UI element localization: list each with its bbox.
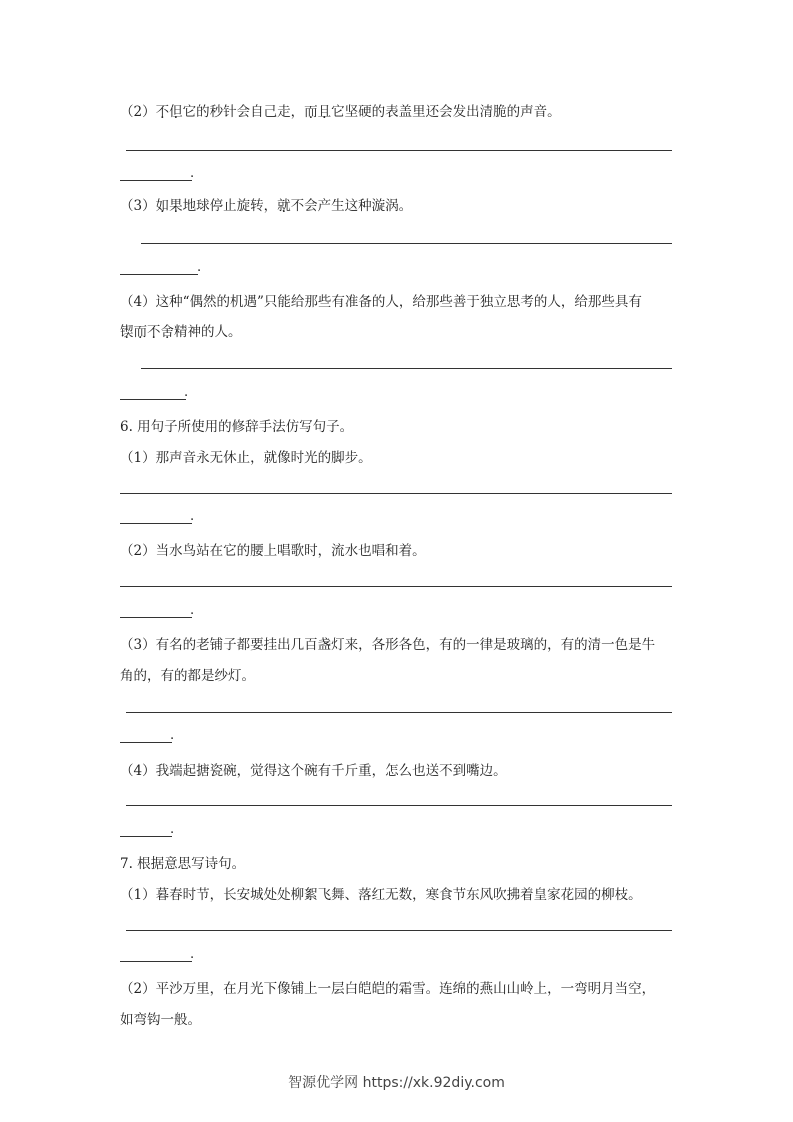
answer-line[interactable]: [126, 712, 672, 713]
answer-line-end[interactable]: [120, 617, 192, 618]
q7-sentence-2-line2: 如弯钩一般。: [120, 1012, 201, 1028]
period: .: [197, 260, 202, 275]
q7-sentence-1: （1）暮春时节，长安城处处柳絮飞舞、落红无数，寒食节东风吹拂着皇家花园的柳枝。: [120, 887, 642, 903]
answer-line-end[interactable]: [120, 523, 192, 524]
sentence-3: （3）如果地球停止旋转，就不会产生这种漩涡。: [120, 198, 413, 214]
sentence-4-line2: 锲而不舍精神的人。: [120, 324, 242, 340]
answer-line[interactable]: [141, 243, 672, 244]
period: .: [170, 822, 175, 837]
sentence-4-line1: （4）这种“偶然的机遇”只能给那些有准备的人，给那些善于独立思考的人，给那些具有: [120, 294, 642, 310]
answer-line[interactable]: [126, 805, 672, 806]
question-7-heading: 7. 根据意思写诗句。: [120, 856, 246, 872]
footer-watermark: 智源优学网 https://xk.92diy.com: [288, 1075, 505, 1091]
answer-line[interactable]: [141, 368, 672, 369]
answer-line-end[interactable]: [120, 836, 172, 837]
period: .: [190, 166, 195, 181]
answer-line[interactable]: [126, 930, 672, 931]
answer-line-end[interactable]: [120, 399, 186, 400]
answer-line[interactable]: [120, 493, 672, 494]
q6-sentence-2: （2）当水鸟站在它的腰上唱歌时，流水也唱和着。: [120, 543, 426, 559]
period: .: [170, 728, 175, 743]
answer-line[interactable]: [126, 150, 672, 151]
q6-sentence-3-line1: （3）有名的老铺子都要挂出几百盏灯来，各形各色，有的一律是玻璃的，有的清一色是牛: [120, 637, 656, 653]
q7-sentence-2-line1: （2）平沙万里，在月光下像铺上一层白皑皑的霜雪。连绵的燕山山岭上，一弯明月当空，: [120, 981, 656, 997]
answer-line[interactable]: [120, 586, 672, 587]
answer-line-end[interactable]: [120, 961, 192, 962]
period: .: [190, 509, 195, 524]
q6-sentence-1: （1）那声音永无休止，就像时光的脚步。: [120, 450, 372, 466]
answer-line-end[interactable]: [120, 180, 192, 181]
answer-line-end[interactable]: [120, 274, 198, 275]
period: .: [190, 947, 195, 962]
period: .: [184, 385, 189, 400]
q6-sentence-3-line2: 角的，有的都是纱灯。: [120, 668, 255, 684]
question-6-heading: 6. 用句子所使用的修辞手法仿写句子。: [120, 419, 354, 435]
q6-sentence-4: （4）我端起搪瓷碗，觉得这个碗有千斤重，怎么也送不到嘴边。: [120, 763, 507, 779]
sentence-2: （2）不但它的秒针会自己走，而且它坚硬的表盖里还会发出清脆的声音。: [120, 104, 561, 120]
answer-line-end[interactable]: [120, 742, 172, 743]
period: .: [190, 603, 195, 618]
